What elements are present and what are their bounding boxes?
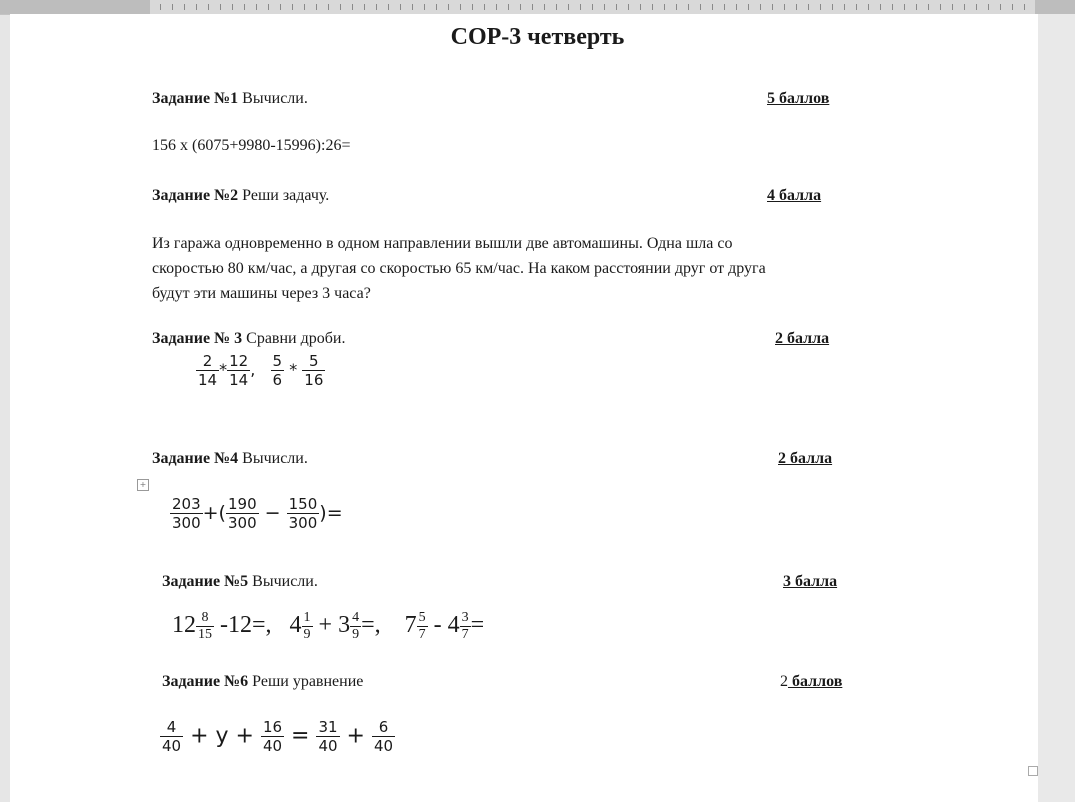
task-4-label: Задание №4 bbox=[152, 450, 239, 467]
ruler-tick bbox=[280, 4, 281, 10]
ruler-tick bbox=[964, 4, 965, 10]
fraction: $\frac{150}{300}$ bbox=[288, 495, 318, 532]
ruler-tick bbox=[1024, 4, 1025, 10]
table-move-handle-icon[interactable]: + bbox=[137, 479, 149, 491]
ruler-tick bbox=[712, 4, 713, 10]
ruler-tick bbox=[484, 4, 485, 10]
vertical-scrollbar[interactable] bbox=[1038, 14, 1075, 802]
task-5-expression bbox=[172, 610, 484, 643]
ruler-tick bbox=[568, 4, 569, 10]
ruler-tick bbox=[628, 4, 629, 10]
fraction: $\frac{31}{40}$ bbox=[318, 718, 338, 755]
task-3-points: 2 балла bbox=[775, 330, 830, 347]
page-resize-handle[interactable] bbox=[1028, 766, 1038, 776]
plus-y-plus: + y + bbox=[183, 723, 261, 749]
ruler-tick bbox=[760, 4, 761, 10]
ruler-tick bbox=[868, 4, 869, 10]
task-3-instruction: Сравни дроби. bbox=[246, 330, 346, 347]
ruler-tick bbox=[376, 4, 377, 10]
ruler-tick bbox=[532, 4, 533, 10]
ruler-tick bbox=[172, 4, 173, 10]
ruler-margin-right bbox=[1035, 0, 1075, 14]
ruler-tick bbox=[796, 4, 797, 10]
ruler-tick bbox=[940, 4, 941, 10]
task-3-fractions bbox=[196, 352, 325, 389]
minus-sign: − bbox=[264, 502, 281, 524]
ruler-tick bbox=[160, 4, 161, 10]
fraction: $\frac{16}{40}$ bbox=[262, 718, 283, 755]
plus-sign: + bbox=[339, 723, 372, 749]
ruler-tick bbox=[820, 4, 821, 10]
ruler-tick bbox=[988, 4, 989, 10]
ruler-tick bbox=[496, 4, 497, 10]
ruler-tick bbox=[844, 4, 845, 10]
task-6-points-prefix: 2 bbox=[780, 673, 788, 690]
task-6-points bbox=[780, 673, 842, 691]
ruler-tick bbox=[544, 4, 545, 10]
fraction: $\frac{12}{14}$ bbox=[229, 352, 249, 389]
minus-sign: - bbox=[427, 612, 448, 639]
ruler-tick bbox=[316, 4, 317, 10]
fraction: $\frac{5}{16}$ bbox=[304, 352, 324, 389]
ruler-tick bbox=[748, 4, 749, 10]
ruler-tick bbox=[676, 4, 677, 10]
ruler-tick bbox=[268, 4, 269, 10]
fraction: $\frac{1}{9}$ bbox=[303, 610, 311, 642]
ruler-tick bbox=[772, 4, 773, 10]
task-1-label: Задание №1 bbox=[152, 90, 239, 107]
ruler-tick bbox=[808, 4, 809, 10]
ruler-tick bbox=[916, 4, 917, 10]
ruler-tick bbox=[700, 4, 701, 10]
ruler-tick bbox=[724, 4, 725, 10]
task-1-heading bbox=[152, 90, 308, 108]
ruler-tick bbox=[304, 4, 305, 10]
ruler-tick bbox=[1000, 4, 1001, 10]
task-1-points: 5 баллов bbox=[767, 90, 830, 107]
fraction: $\frac{4}{40}$ bbox=[162, 718, 182, 755]
ruler-tick bbox=[892, 4, 893, 10]
task-1-instruction: Вычисли. bbox=[242, 90, 308, 107]
ruler-tick bbox=[460, 4, 461, 10]
ruler-tick bbox=[508, 4, 509, 10]
ruler-tick bbox=[352, 4, 353, 10]
ruler-tick bbox=[364, 4, 365, 10]
ruler-tick bbox=[952, 4, 953, 10]
mixed-whole: 3 bbox=[338, 612, 351, 639]
plus-paren: +( bbox=[202, 502, 226, 524]
task-2-heading bbox=[152, 187, 329, 205]
task-4-instruction: Вычисли. bbox=[242, 450, 308, 467]
fraction: $\frac{2}{14}$ bbox=[198, 352, 218, 389]
fraction: $\frac{4}{9}$ bbox=[352, 610, 360, 642]
ruler-tick bbox=[184, 4, 185, 10]
fraction: $\frac{5}{6}$ bbox=[272, 352, 283, 389]
task-2-line-2: скоростью 80 км/час, а другая со скоростью 65 км/час. На каком расстоянии друг от друга bbox=[152, 260, 766, 277]
ruler-tick bbox=[232, 4, 233, 10]
mixed-whole: 7 bbox=[404, 612, 417, 639]
ruler-tick bbox=[244, 4, 245, 10]
compare-sign: * bbox=[219, 360, 228, 379]
ruler-tick bbox=[604, 4, 605, 10]
task-6-equation bbox=[160, 718, 395, 755]
task-6-instruction: Реши уравнение bbox=[252, 673, 364, 690]
ruler-tick bbox=[400, 4, 401, 10]
task-6-label: Задание №6 bbox=[162, 673, 249, 690]
ruler-tick bbox=[784, 4, 785, 10]
task-4-points: 2 балла bbox=[778, 450, 833, 467]
ruler-tick bbox=[928, 4, 929, 10]
task-5-points: 3 балла bbox=[783, 573, 838, 590]
task-4-expression bbox=[170, 495, 343, 532]
page-title: СОР-3 четверть bbox=[450, 24, 625, 50]
ruler-tick bbox=[220, 4, 221, 10]
task-3-heading bbox=[152, 330, 345, 348]
task-3-label: Задание № 3 bbox=[152, 330, 243, 347]
ruler-tick bbox=[556, 4, 557, 10]
ruler-tick bbox=[976, 4, 977, 10]
ruler-tick bbox=[412, 4, 413, 10]
ruler-tick bbox=[652, 4, 653, 10]
separator: , bbox=[250, 360, 256, 379]
ruler-tick bbox=[448, 4, 449, 10]
close-paren-equals: )= bbox=[319, 502, 343, 524]
mixed-whole: 12 bbox=[172, 612, 196, 639]
compare-sign: * bbox=[289, 360, 298, 379]
task-6-points-label: баллов bbox=[788, 673, 843, 690]
ruler-tick bbox=[736, 4, 737, 10]
task-2-line-1: Из гаража одновременно в одном направлении вышли две автомашины. Одна шла со bbox=[152, 235, 733, 252]
task-5-label: Задание №5 bbox=[162, 573, 249, 590]
ruler-tick bbox=[880, 4, 881, 10]
task-5-instruction: Вычисли. bbox=[252, 573, 318, 590]
ruler-tick bbox=[292, 4, 293, 10]
mixed-whole: 4 bbox=[447, 612, 460, 639]
ruler-tick bbox=[472, 4, 473, 10]
ruler-tick bbox=[832, 4, 833, 10]
task-2-problem-text bbox=[152, 231, 972, 306]
task-2-label: Задание №2 bbox=[152, 187, 239, 204]
task-1-expression: 156 х (6075+9980-15996):26= bbox=[152, 137, 351, 154]
fraction: $\frac{8}{15}$ bbox=[198, 610, 212, 642]
task-5-heading bbox=[162, 573, 318, 591]
fraction: $\frac{190}{300}$ bbox=[227, 495, 257, 532]
ruler-tick bbox=[520, 4, 521, 10]
ruler bbox=[0, 0, 1075, 15]
ruler-tick bbox=[856, 4, 857, 10]
ruler-tick bbox=[328, 4, 329, 10]
ruler-tick bbox=[436, 4, 437, 10]
fraction: $\frac{6}{40}$ bbox=[373, 718, 394, 755]
plus-sign: + bbox=[312, 612, 339, 639]
ruler-tick bbox=[616, 4, 617, 10]
ruler-tick bbox=[208, 4, 209, 10]
ruler-tick bbox=[904, 4, 905, 10]
task-6-heading bbox=[162, 673, 363, 691]
task-2-points: 4 балла bbox=[767, 187, 822, 204]
task-2-instruction: Реши задачу. bbox=[242, 187, 330, 204]
task-2-line-3: будут эти машины через 3 часа? bbox=[152, 285, 371, 302]
expr-part: =, bbox=[361, 612, 381, 639]
expr-part: = bbox=[470, 612, 485, 639]
fraction: $\frac{5}{7}$ bbox=[418, 610, 426, 642]
expr-part: -12=, bbox=[214, 612, 272, 639]
fraction: $\frac{203}{300}$ bbox=[172, 495, 201, 532]
ruler-tick bbox=[592, 4, 593, 10]
ruler-tick bbox=[580, 4, 581, 10]
ruler-tick bbox=[340, 4, 341, 10]
ruler-margin-left bbox=[0, 0, 150, 14]
fraction: $\frac{3}{7}$ bbox=[461, 610, 469, 642]
ruler-tick bbox=[424, 4, 425, 10]
ruler-tick bbox=[1012, 4, 1013, 10]
ruler-tick bbox=[640, 4, 641, 10]
equals-sign: = bbox=[284, 723, 317, 749]
mixed-whole: 4 bbox=[289, 612, 302, 639]
ruler-tick bbox=[256, 4, 257, 10]
ruler-tick bbox=[196, 4, 197, 10]
ruler-tick bbox=[388, 4, 389, 10]
ruler-tick bbox=[688, 4, 689, 10]
task-4-heading bbox=[152, 450, 308, 468]
ruler-tick bbox=[664, 4, 665, 10]
